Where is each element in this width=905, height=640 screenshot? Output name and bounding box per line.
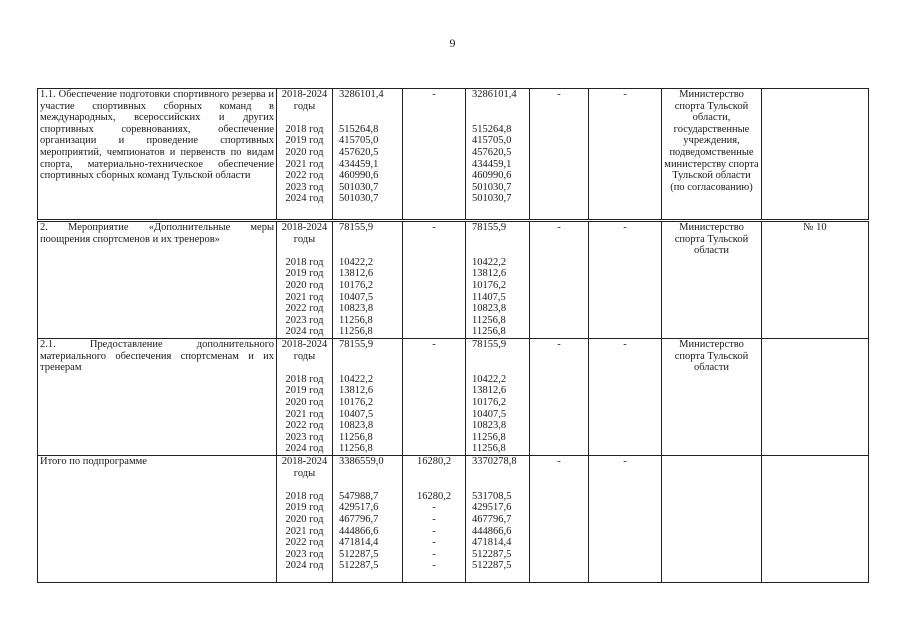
total-amount-cell <box>333 338 403 455</box>
amount-line <box>472 101 527 113</box>
period-line: 2018-2024 <box>281 89 328 100</box>
period-line: 2023 год <box>285 314 324 326</box>
amount-line: 512287,5 <box>339 560 379 572</box>
total-amount-cell <box>333 222 403 339</box>
period-line: 2019 год <box>285 135 324 147</box>
period-line: 2024 год <box>285 443 324 455</box>
federal-budget-cell <box>403 338 466 455</box>
period-line: 2020 год <box>285 279 324 291</box>
amount-line <box>405 409 463 421</box>
amount-line <box>339 101 400 113</box>
amount-line: 10823,8 <box>339 303 374 315</box>
amount-line: 10422,2 <box>472 373 507 385</box>
amount-line: 11256,8 <box>472 326 506 338</box>
amount-line <box>405 362 463 374</box>
period-line: 2019 год <box>285 268 324 280</box>
measure-name-cell: 2.1. Предоставление дополнительного материального обеспечения спортсменам и их тренерам <box>38 338 277 455</box>
amount-line <box>405 182 463 194</box>
period-line: 2018 год <box>285 256 324 268</box>
period-line: 2023 год <box>285 181 324 193</box>
amount-line <box>339 351 400 363</box>
subprogram-table <box>37 88 869 583</box>
amount-line <box>405 315 463 327</box>
amount-line <box>339 362 400 374</box>
amount-line: 3286101,4 <box>339 89 384 100</box>
period-line: 2018-2024 <box>281 222 328 233</box>
amount-line: 10176,2 <box>339 396 374 408</box>
amount-line: 10823,8 <box>472 303 507 315</box>
amount-line <box>405 268 463 280</box>
amount-line: - <box>432 537 436 549</box>
amount-line: 10176,2 <box>339 279 374 291</box>
indicator-ref-cell <box>762 89 869 220</box>
amount-line <box>339 245 400 257</box>
period-cell <box>277 338 333 455</box>
indicator-ref-cell <box>762 338 869 455</box>
amount-line: 515264,8 <box>339 123 379 135</box>
amount-line <box>405 443 463 455</box>
period-line: 2021 год <box>285 291 324 303</box>
period-line <box>279 479 330 491</box>
amount-line <box>405 112 463 124</box>
amount-line <box>405 432 463 444</box>
regional-budget-cell <box>466 338 530 455</box>
amount-line: 11256,8 <box>472 314 506 326</box>
amount-line: 501030,7 <box>339 181 379 193</box>
responsible-executor-cell: Министерство спорта Тульской области, государственные учреждения, подведомственные министерству спорта Тульской области (по согласованию) <box>662 89 762 220</box>
period-line <box>279 362 330 374</box>
period-line: 2018 год <box>285 373 324 385</box>
amount-line <box>472 351 527 363</box>
regional-budget-cell <box>466 89 530 220</box>
amount-line <box>405 147 463 159</box>
local-budget-cell: - <box>530 89 589 220</box>
table-row <box>38 455 869 582</box>
amount-line: 11256,8 <box>339 431 373 443</box>
amount-line: 10176,2 <box>472 396 507 408</box>
amount-line <box>472 479 527 491</box>
amount-line: 11256,8 <box>339 314 373 326</box>
period-line: 2022 год <box>285 537 324 549</box>
amount-line: 10823,8 <box>472 420 507 432</box>
amount-line <box>405 385 463 397</box>
period-line: 2020 год <box>285 513 324 525</box>
amount-line: 10422,2 <box>339 256 374 268</box>
page-number: 9 <box>449 36 456 50</box>
amount-line: - <box>432 548 436 560</box>
period-line: годы <box>293 233 316 245</box>
amount-line: 13812,6 <box>472 385 507 397</box>
responsible-executor-cell: Министерство спорта Тульской области <box>662 222 762 339</box>
amount-line: - <box>432 89 436 100</box>
amount-line: - <box>432 513 436 525</box>
federal-budget-cell <box>403 89 466 220</box>
amount-line: 512287,5 <box>472 560 512 572</box>
amount-line: 467796,7 <box>339 513 379 525</box>
period-line: 2018-2024 <box>281 338 328 350</box>
period-cell <box>277 222 333 339</box>
extrabudget-cell: - <box>589 455 662 582</box>
period-line: 2022 год <box>285 420 324 432</box>
amount-line: 10407,5 <box>472 408 507 420</box>
amount-line: 3370278,8 <box>472 455 517 467</box>
amount-line: 547988,7 <box>339 490 379 502</box>
amount-line: 3286101,4 <box>472 89 517 100</box>
amount-line: 16280,2 <box>416 455 452 467</box>
period-cell <box>277 89 333 220</box>
amount-line <box>405 257 463 269</box>
period-line: 2021 год <box>285 158 324 170</box>
amount-line: 10422,2 <box>472 256 507 268</box>
period-line: 2024 год <box>285 193 324 205</box>
period-line: 2021 год <box>285 408 324 420</box>
amount-line <box>405 280 463 292</box>
amount-line <box>472 362 527 374</box>
amount-line: 10407,5 <box>339 291 374 303</box>
period-line: 2024 год <box>285 560 324 572</box>
amount-line <box>339 112 400 124</box>
amount-line: 11407,5 <box>472 291 506 303</box>
amount-line: 429517,6 <box>472 502 512 514</box>
extrabudget-cell: - <box>589 338 662 455</box>
period-line: 2021 год <box>285 525 324 537</box>
amount-line <box>405 420 463 432</box>
amount-line <box>405 303 463 315</box>
period-line: 2023 год <box>285 548 324 560</box>
federal-budget-cell <box>403 222 466 339</box>
amount-line <box>405 292 463 304</box>
amount-line <box>405 326 463 338</box>
amount-line: 429517,6 <box>339 502 379 514</box>
local-budget-cell: - <box>530 338 589 455</box>
indicator-ref-cell <box>762 455 869 582</box>
amount-line: 11256,8 <box>339 443 373 455</box>
table-row <box>38 222 869 339</box>
period-line: 2024 год <box>285 326 324 338</box>
total-amount-cell <box>333 89 403 220</box>
amount-line: 457620,5 <box>472 146 512 158</box>
amount-line: 460990,6 <box>472 170 512 182</box>
amount-line: 501030,7 <box>472 181 512 193</box>
local-budget-cell: - <box>530 455 589 582</box>
amount-line: 10823,8 <box>339 420 374 432</box>
amount-line: - <box>432 560 436 572</box>
amount-line <box>339 479 400 491</box>
amount-line <box>339 234 400 246</box>
amount-line: 471814,4 <box>339 537 379 549</box>
amount-line <box>472 468 527 480</box>
period-line: 2019 год <box>285 385 324 397</box>
amount-line: - <box>432 338 436 350</box>
period-line: 2022 год <box>285 170 324 182</box>
amount-line: 512287,5 <box>472 548 512 560</box>
amount-line: 10422,2 <box>339 373 374 385</box>
table-row <box>38 89 869 220</box>
amount-line <box>405 397 463 409</box>
amount-line <box>405 234 463 246</box>
amount-line: 13812,6 <box>339 268 374 280</box>
amount-line <box>405 135 463 147</box>
table-row <box>38 338 869 455</box>
amount-line: 512287,5 <box>339 548 379 560</box>
period-line: годы <box>293 100 316 112</box>
amount-line <box>405 374 463 386</box>
amount-line: 3386559,0 <box>339 455 384 467</box>
amount-line: 78155,9 <box>472 222 507 233</box>
amount-line <box>405 170 463 182</box>
amount-line: 78155,9 <box>339 338 374 350</box>
measure-name-cell: Итого по подпрограмме <box>38 455 277 582</box>
amount-line <box>405 468 463 480</box>
period-line: годы <box>293 467 316 479</box>
amount-line: 78155,9 <box>339 222 374 233</box>
period-line: 2018 год <box>285 490 324 502</box>
period-line: 2018 год <box>285 123 324 135</box>
indicator-ref-cell: № 10 <box>762 222 869 339</box>
period-line <box>279 112 330 124</box>
amount-line <box>472 245 527 257</box>
period-cell <box>277 455 333 582</box>
amount-line: 460990,6 <box>339 170 379 182</box>
extrabudget-cell: - <box>589 222 662 339</box>
amount-line: 501030,7 <box>472 193 512 205</box>
regional-budget-cell <box>466 455 530 582</box>
period-line: 2018-2024 <box>281 455 328 467</box>
amount-line: 457620,5 <box>339 146 379 158</box>
period-line: 2023 год <box>285 431 324 443</box>
amount-line: 467796,7 <box>472 513 512 525</box>
measure-name-cell: 2. Мероприятие «Дополнительные меры поощрения спортсменов и их тренеров» <box>38 222 277 339</box>
amount-line: 434459,1 <box>339 158 379 170</box>
amount-line: 444866,6 <box>339 525 379 537</box>
amount-line: 471814,4 <box>472 537 512 549</box>
amount-line: - <box>432 222 436 233</box>
amount-line <box>405 101 463 113</box>
amount-line: 13812,6 <box>339 385 374 397</box>
amount-line: - <box>432 525 436 537</box>
period-line: 2022 год <box>285 303 324 315</box>
amount-line: 78155,9 <box>472 338 507 350</box>
period-line: 2020 год <box>285 146 324 158</box>
amount-line: 415705,0 <box>472 135 512 147</box>
amount-line: 11256,8 <box>339 326 373 338</box>
amount-line <box>405 193 463 205</box>
responsible-executor-cell: Министерство спорта Тульской области <box>662 338 762 455</box>
amount-line: 434459,1 <box>472 158 512 170</box>
amount-line: 13812,6 <box>472 268 507 280</box>
amount-line: 16280,2 <box>416 490 452 502</box>
total-amount-cell <box>333 455 403 582</box>
amount-line <box>472 112 527 124</box>
period-line: 2019 год <box>285 502 324 514</box>
amount-line: 10176,2 <box>472 279 507 291</box>
period-line: 2020 год <box>285 396 324 408</box>
amount-line <box>405 159 463 171</box>
local-budget-cell: - <box>530 222 589 339</box>
amount-line <box>405 124 463 136</box>
federal-budget-cell <box>403 455 466 582</box>
amount-line: 11256,8 <box>472 431 506 443</box>
measure-name-cell: 1.1. Обеспечение подготовки спортивного резерва и участие спортивных сборных команд в международных, всероссийских и других спортивных соревнованиях, обеспечение организации и проведение спортивных мероприятий, чемпионатов и первенств по видам спорта, материально-техническое обеспечение спортивных сборных команд Тульской области <box>38 89 277 220</box>
amount-line: 10407,5 <box>339 408 374 420</box>
amount-line: 444866,6 <box>472 525 512 537</box>
amount-line <box>472 234 527 246</box>
extrabudget-cell: - <box>589 89 662 220</box>
regional-budget-cell <box>466 222 530 339</box>
period-line: годы <box>293 350 316 362</box>
amount-line <box>405 351 463 363</box>
period-line <box>279 245 330 257</box>
amount-line: - <box>432 502 436 514</box>
amount-line: 531708,5 <box>472 490 512 502</box>
amount-line: 415705,0 <box>339 135 379 147</box>
amount-line <box>339 468 400 480</box>
amount-line <box>405 245 463 257</box>
amount-line: 515264,8 <box>472 123 512 135</box>
responsible-executor-cell <box>662 455 762 582</box>
amount-line: 501030,7 <box>339 193 379 205</box>
amount-line <box>405 479 463 491</box>
amount-line: 11256,8 <box>472 443 506 455</box>
